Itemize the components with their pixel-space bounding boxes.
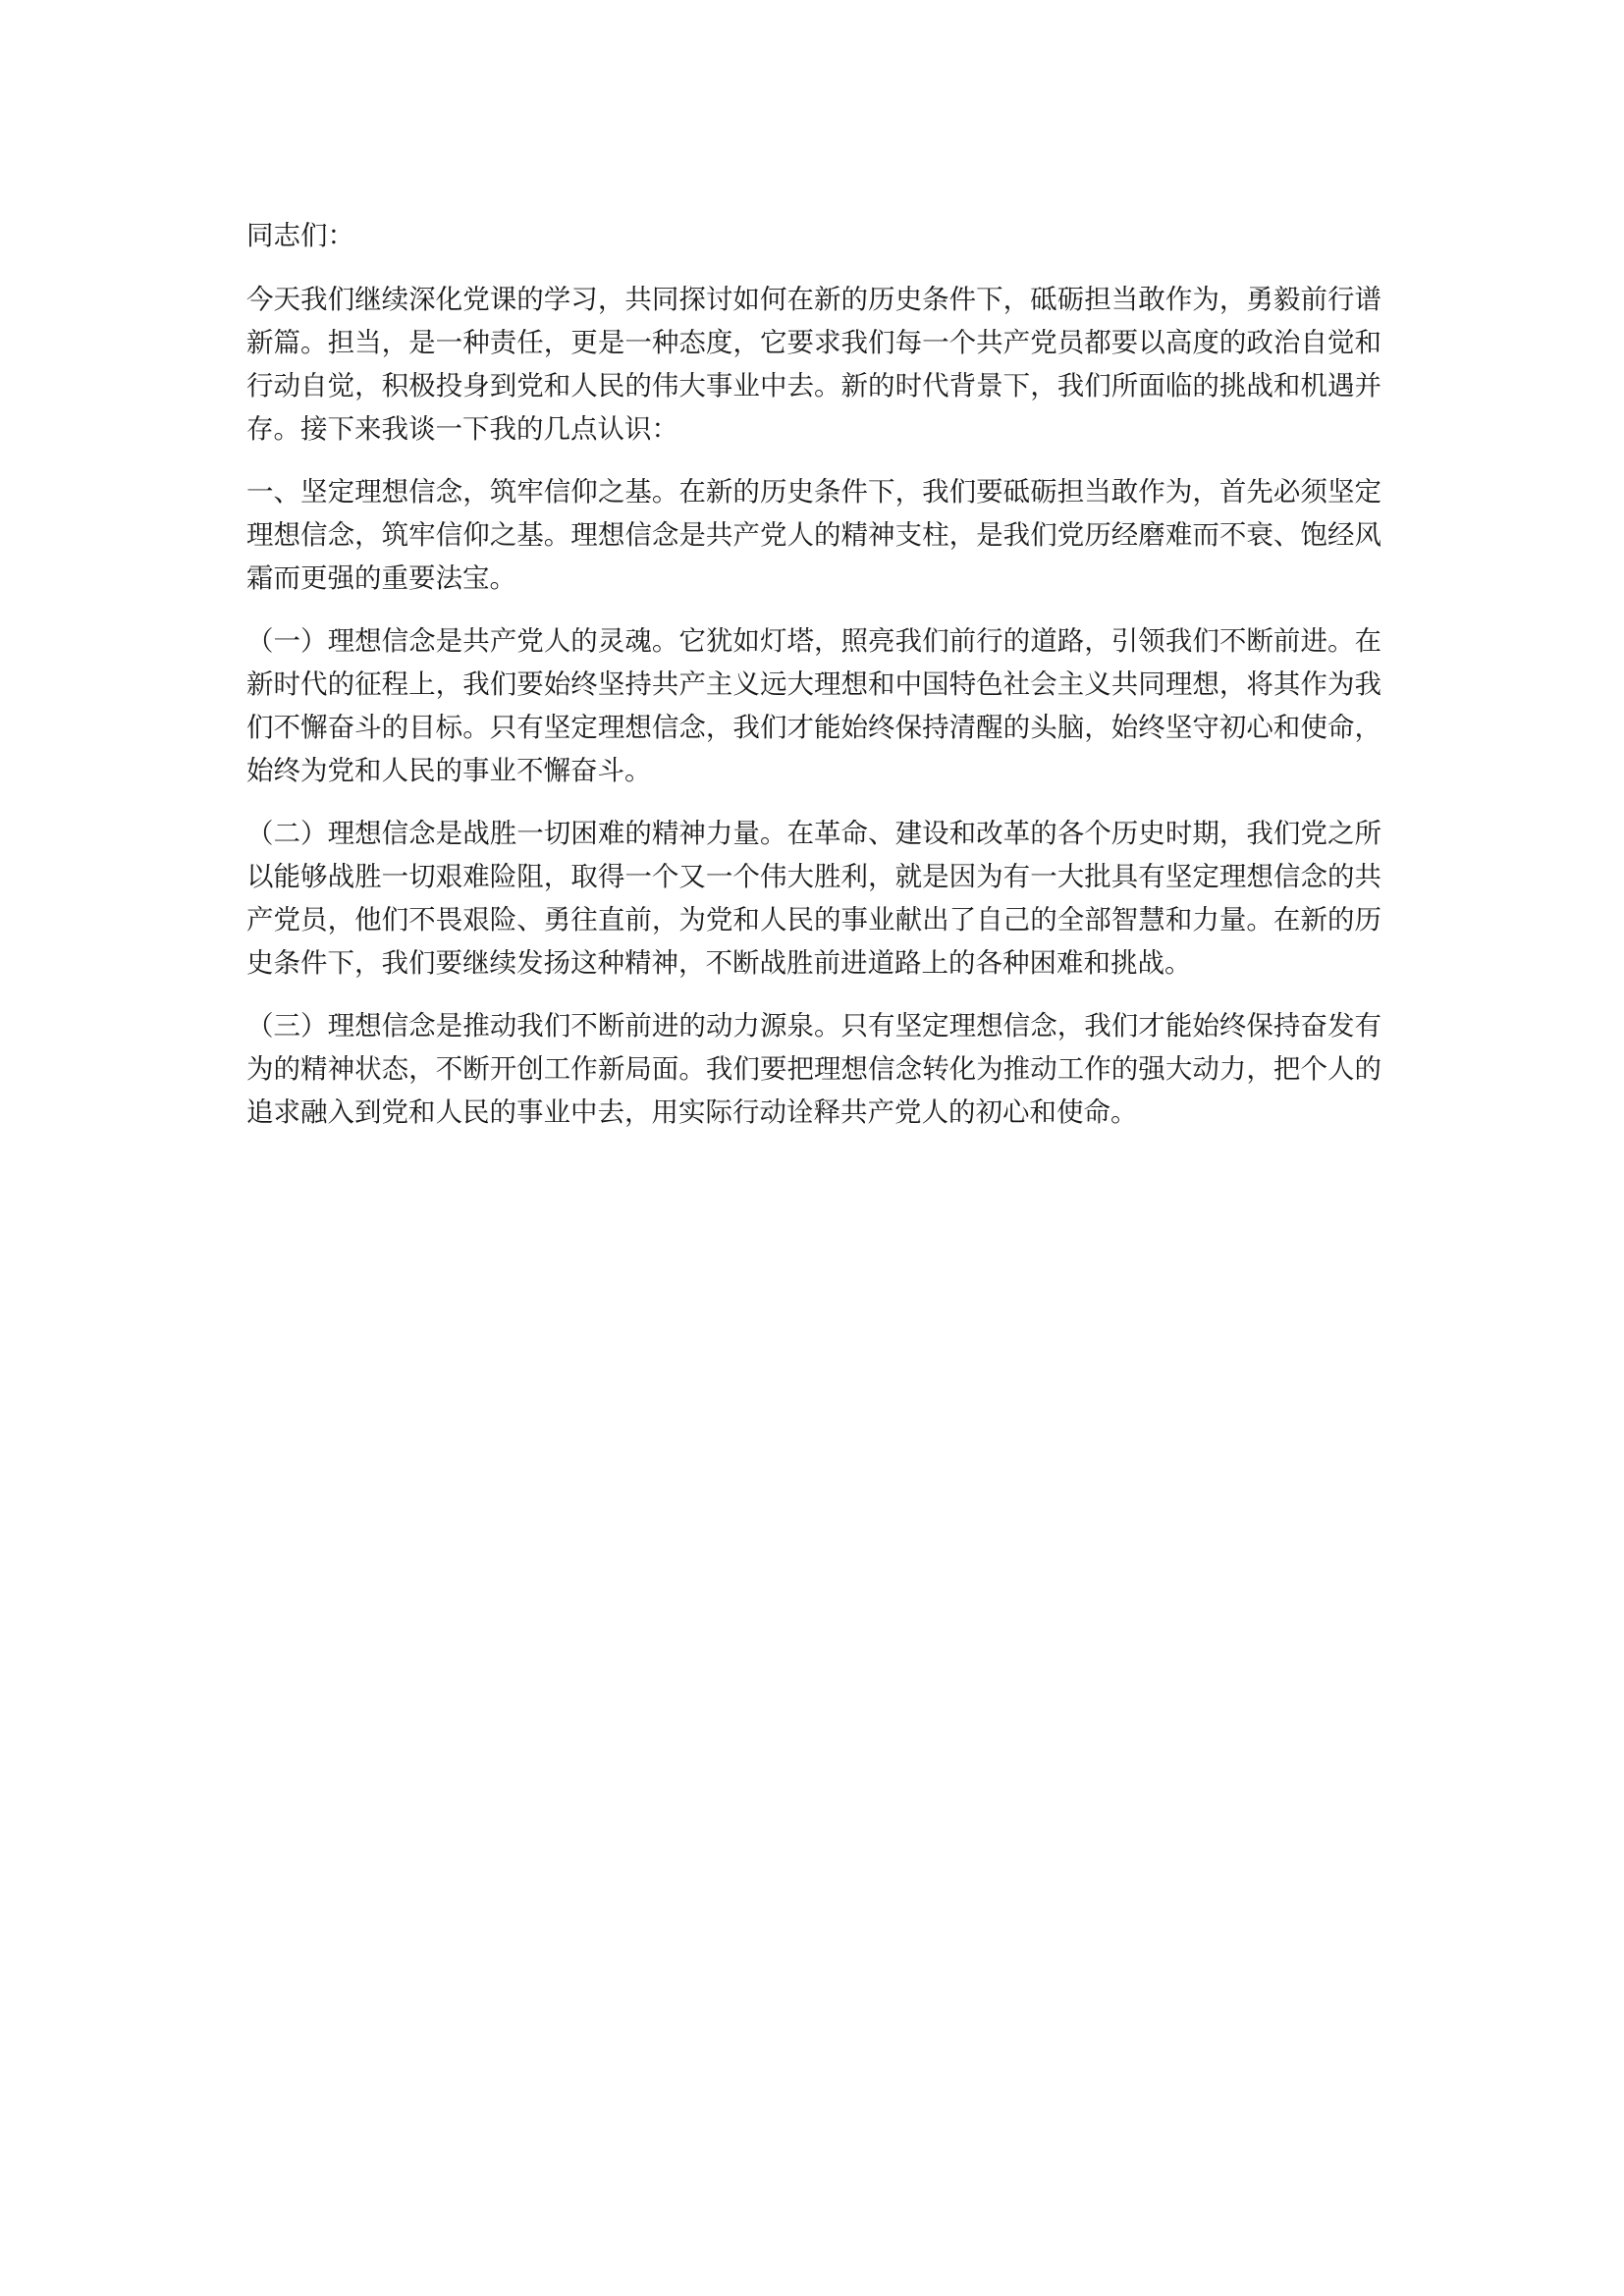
document-body <box>246 214 1381 1153</box>
paragraph-point-one: （一）理想信念是共产党人的灵魂。它犹如灯塔，照亮我们前行的道路，引领我们不断前进。在新时代的征程上，我们要始终坚持共产主义远大理想和中国特色社会主义共同理想，将其作为我们不懈奋斗的目标。只有坚定理想信念，我们才能始终保持清醒的头脑，始终坚守初心和使命，始终为党和人民的事业不懈奋斗。 <box>246 625 1381 786</box>
paragraph-point-three: （三）理想信念是推动我们不断前进的动力源泉。只有坚定理想信念，我们才能始终保持奋发有为的精神状态，不断开创工作新局面。我们要把理想信念转化为推动工作的强大动力，把个人的追求融入到党和人民的事业中去，用实际行动诠释共产党人的初心和使命。 <box>246 1010 1381 1128</box>
paragraph-intro: 今天我们继续深化党课的学习，共同探讨如何在新的历史条件下，砥砺担当敢作为，勇毅前行谱新篇。担当，是一种责任，更是一种态度，它要求我们每一个共产党员都要以高度的政治自觉和行动自觉，积极投身到党和人民的伟大事业中去。新的时代背景下，我们所面临的挑战和机遇并存。接下来我谈一下我的几点认识： <box>246 284 1381 445</box>
salutation: 同志们： <box>246 220 354 251</box>
paragraph-point-two: （二）理想信念是战胜一切困难的精神力量。在革命、建设和改革的各个历史时期，我们党之所以能够战胜一切艰难险阻，取得一个又一个伟大胜利，就是因为有一大批具有坚定理想信念的共产党员，他们不畏艰险、勇往直前，为党和人民的事业献出了自己的全部智慧和力量。在新的历史条件下，我们要继续发扬这种精神，不断战胜前进道路上的各种困难和挑战。 <box>246 818 1381 979</box>
paragraph-section-one: 一、坚定理想信念，筑牢信仰之基。在新的历史条件下，我们要砥砺担当敢作为，首先必须坚定理想信念，筑牢信仰之基。理想信念是共产党人的精神支柱，是我们党历经磨难而不衰、饱经风霜而更强的重要法宝。 <box>246 476 1381 594</box>
